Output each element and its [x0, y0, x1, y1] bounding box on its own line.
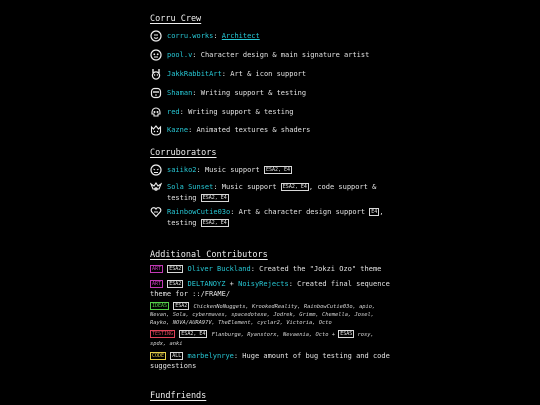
skull-icon — [150, 106, 162, 118]
member-name[interactable]: JakkRabbitArt — [167, 70, 222, 78]
badge-esa2: ESA2 — [175, 303, 188, 309]
member-name[interactable]: Oliver Buckland — [187, 265, 251, 273]
badge-esa2-e4: ESA2, E4 — [202, 219, 227, 226]
member-name[interactable]: corru.works — [167, 32, 214, 40]
contributor-ideas — [150, 302, 390, 327]
contributor-deltanoyz: ART ESA2 DELTANOYZ + NoisyRejects: Created final sequence theme for ::/FRAME/ — [150, 280, 390, 298]
heart-icon — [150, 206, 162, 218]
badge-esa2-e4: ESA2, E4 — [202, 194, 227, 201]
corruborator-rainbowcutie: RainbowCutie03o: Art & character design support E4 , testing ESA2, E4 — [150, 206, 390, 228]
testing-contributors: Flanburge, Ryanstorx, Nevaenia, Octo + — [211, 332, 339, 338]
member-name[interactable]: DELTANOYZ — [187, 280, 226, 288]
member-name[interactable]: pool.v — [167, 51, 193, 59]
badge-esa2-e4: ESA2, E4 — [265, 167, 291, 173]
rabbit-icon — [150, 68, 162, 80]
contributor-marbelynrye: CODE ALL marbelynrye: Huge amount of bug testing and code suggestions — [150, 352, 390, 370]
contributor-testing — [150, 330, 390, 348]
masked-face-icon — [150, 87, 162, 99]
member-name[interactable]: NoisyRejects — [238, 280, 289, 288]
badge-testing: TESTING — [152, 331, 174, 337]
contributor-oliver: ART ESA2 Oliver Buckland: Created the "Jokzi Ozo" theme — [152, 265, 382, 273]
badge-esas: ESAS — [340, 331, 353, 337]
badge-esa2: ESA2 — [169, 281, 182, 287]
member-name[interactable]: marbelynrye — [187, 352, 234, 360]
member-name[interactable]: Kazne — [167, 126, 189, 134]
member-name[interactable]: Shaman — [167, 89, 193, 97]
architect-link[interactable]: Architect — [221, 32, 260, 40]
badge-e4: E4 — [371, 209, 378, 215]
crown-face-icon — [150, 124, 162, 136]
ideas-contributors: ChickenNoNuggets, KrookedReality, RainbowCutie03o, apio, Nevan, Sola, cybermaves, spacedotexe, Jodrek, Grimm, Chemella, Josel, Rayko, NOVA/AURA97V, TheElement, cyclar2, Victoria, Octo — [150, 304, 376, 326]
badge-art: ART — [152, 281, 162, 287]
section-heading-additional: Additional Contributors — [150, 250, 268, 260]
badge-esa2: ESA2 — [169, 266, 182, 272]
badge-all: ALL — [172, 353, 182, 359]
member-name[interactable]: red — [167, 108, 180, 116]
member-name[interactable]: saiiko2 — [167, 166, 197, 174]
badge-esa2-e4: ESA2, E4 — [181, 331, 206, 337]
badge-art: ART — [152, 266, 162, 272]
section-heading-fundfriends: Fundfriends — [150, 391, 207, 401]
section-heading-corruborators: Corruborators — [150, 148, 217, 158]
ghost-face-icon — [150, 164, 162, 176]
testing-contributors-more: rosy, spdx, anki — [150, 332, 374, 347]
badge-code: CODE — [152, 353, 165, 359]
member-name[interactable]: Sola Sunset — [167, 183, 214, 191]
member-name[interactable]: RainbowCutie03o — [167, 208, 231, 216]
corruborator-sola-sunset: Sola Sunset: Music support ESA2, E4 , code support & testing ESA2, E4 — [150, 181, 390, 203]
badge-ideas: IDEAS — [152, 303, 168, 309]
section-heading-crew: Corru Crew — [150, 14, 202, 24]
winged-icon — [150, 181, 162, 193]
spiral-face-icon — [150, 30, 162, 42]
badge-esa2-e4: ESA2, E4 — [282, 184, 307, 190]
round-face-icon — [150, 49, 162, 61]
